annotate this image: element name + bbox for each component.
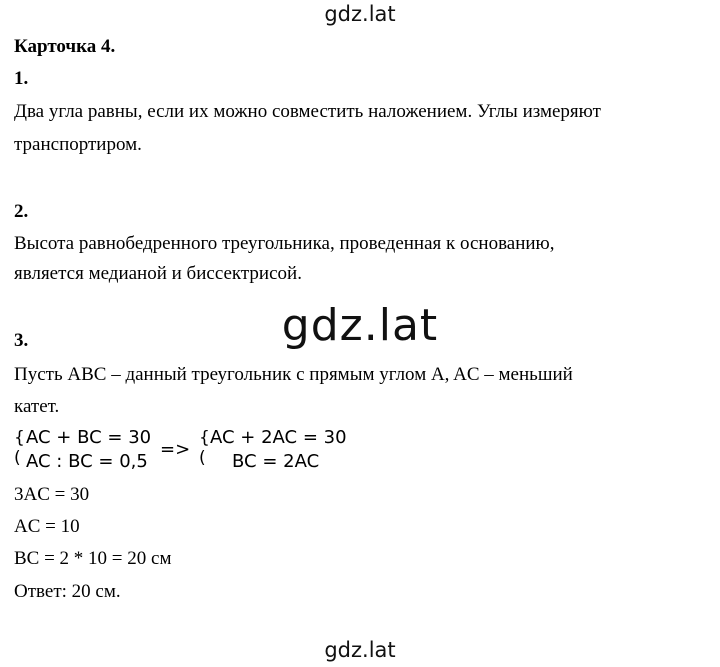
task1-line2: транспортиром. (14, 134, 142, 155)
task2-line2: является медианой и биссектрисой. (14, 263, 302, 284)
system1-brace-top: { (14, 428, 25, 448)
watermark-bottom: gdz.lat (324, 638, 396, 662)
watermark-middle: gdz.lat (281, 300, 439, 351)
answer: Ответ: 20 см. (14, 581, 121, 602)
step-bc: BC = 2 * 10 = 20 см (14, 548, 172, 569)
task2-line1: Высота равнобедренного треугольника, проведенная к основанию, (14, 233, 555, 254)
task2-number: 2. (14, 201, 29, 222)
task1-line1: Два угла равны, если их можно совместить наложением. Углы измеряют (14, 101, 601, 122)
task3-line2: катет. (14, 396, 60, 417)
task3-number: 3. (14, 330, 29, 351)
step-ac: AC = 10 (14, 516, 80, 537)
system2-eq2: BC = 2AC (232, 451, 320, 472)
system1-eq2: AC : BC = 0,5 (26, 451, 148, 472)
watermark-top: gdz.lat (324, 2, 396, 26)
task3-line1: Пусть ABC – данный треугольник с прямым углом A, AC – меньший (14, 364, 573, 385)
card-title: Карточка 4. (14, 36, 116, 57)
system2-brace-top: { (199, 428, 210, 448)
task1-number: 1. (14, 68, 29, 89)
system1-brace-bottom: ( (14, 448, 21, 468)
implies-arrow: => (160, 439, 191, 460)
system2-eq1: AC + 2AC = 30 (210, 427, 347, 448)
step-3ac: 3AC = 30 (14, 484, 90, 505)
system1-eq1: AC + BC = 30 (26, 427, 152, 448)
system2-brace-bottom: ( (199, 448, 206, 468)
